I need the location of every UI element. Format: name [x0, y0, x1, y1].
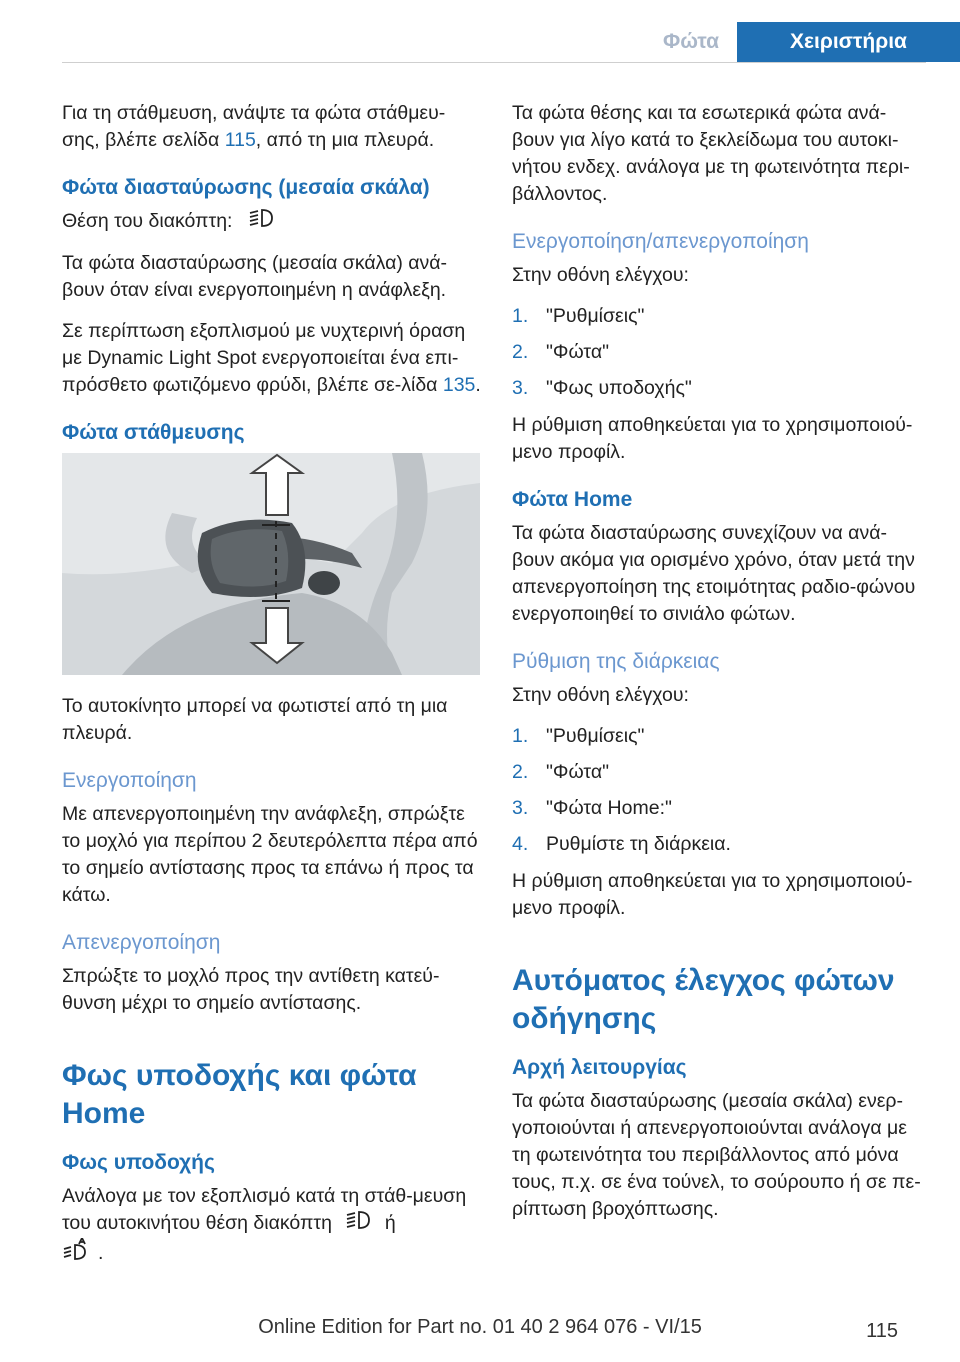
page-number: 115: [866, 1320, 898, 1342]
list-item: 1. "Ρυθμίσεις": [512, 305, 645, 327]
activation-paragraph: Με απενεργοποιημένη την ανάφλεξη, σπρώξτε το μοχλό για περίπου 2 δευτερόλεπτα πέρα από το σημείο αντίστασης προς τα επάνω ή προς τα κάτω.: [62, 803, 478, 906]
auto-light-icon: [62, 1238, 90, 1270]
heading-activation: Ενεργοποίηση: [62, 769, 197, 792]
heading-auto-headlight: Αυτόματος έλεγχος φώτων οδήγησης: [512, 964, 895, 1035]
low-beam-icon: [248, 208, 274, 236]
low-beam-icon: [345, 1210, 371, 1238]
section-tab: Φώτα: [662, 30, 720, 53]
saved-profile-paragraph: Η ρύθμιση αποθηκεύεται για το χρησιμοποιού-μενο προφίλ.: [512, 870, 913, 919]
right-column: [512, 100, 924, 1237]
principle-paragraph: Τα φώτα διασταύρωσης (μεσαία σκάλα) ενερ-γοποιούνται ή απενεργοποιούνται ανάλογα με τη φωτεινότητα του περιβάλλοντος από μόνα τους, π.χ. σε ένα τούνελ, το σούρουπο ή σε πε-ρίπτωση βροχόπτωσης.: [512, 1090, 921, 1220]
dynamic-light-paragraph: Σε περίπτωση εξοπλισμού με νυχτερινή όραση με Dynamic Light Spot ενεργοποιείται ένα επι-πρόσθετο φωτιζόμενο φρύδι, βλέπε σε-λίδα 135.: [62, 320, 481, 396]
list-item: 1. "Ρυθμίσεις": [512, 725, 645, 747]
position-lights-paragraph: Τα φώτα θέσης και τα εσωτερικά φώτα ανά-βουν για λίγο κατά το ξεκλείδωμα του αυτοκι-νήτου ενδεχ. ανάλογα με τη φωτεινότητα περι-βάλλοντος.: [512, 102, 910, 205]
footer-edition: Online Edition for Part no. 01 40 2 964 076 - VI/15: [258, 1316, 702, 1338]
steps-welcome: [512, 303, 924, 402]
control-display-paragraph: Στην οθόνη ελέγχου:: [512, 264, 689, 286]
heading-welcome-light: Φως υποδοχής: [62, 1151, 215, 1174]
heading-side-lights: Φώτα διασταύρωσης (μεσαία σκάλα): [62, 176, 430, 199]
chapter-tab: Χειριστήρια: [737, 22, 960, 62]
heading-welcome-home: Φως υποδοχής και φώτα Home: [62, 1059, 417, 1130]
saved-profile-paragraph: Η ρύθμιση αποθηκεύεται για το χρησιμοποιού-μενο προφίλ.: [512, 414, 913, 463]
page-header: [645, 22, 960, 62]
left-column: [62, 100, 482, 1284]
heading-parking-lights: Φώτα στάθμευσης: [62, 421, 245, 444]
intro-paragraph: Για τη στάθμευση, ανάψτε τα φώτα στάθμευ-σης, βλέπε σελίδα 115, από τη μια πλευρά.: [62, 102, 446, 151]
list-item: 4. Ρυθμίστε τη διάρκεια.: [512, 833, 731, 855]
heading-principle: Αρχή λειτουργίας: [512, 1056, 687, 1079]
list-item: 3. "Φώτα Home:": [512, 797, 672, 819]
heading-deactivation: Απενεργοποίηση: [62, 931, 221, 954]
home-lights-paragraph: Τα φώτα διασταύρωσης συνεχίζουν να ανά-βουν ακόμα για ορισμένο χρόνο, όταν μετά την απενεργοποίηση της ετοιμότητας ραδιο-φώνου ενεργοποιηθεί το σινιάλο φώτων.: [512, 522, 916, 625]
welcome-paragraph: Ανάλογα με τον εξοπλισμό κατά τη στάθ-μευση του αυτοκινήτου θέση διακόπτη ή .: [62, 1183, 482, 1270]
page-link[interactable]: 115: [224, 129, 256, 151]
switch-position-paragraph: Θέση του διακόπτη:: [62, 208, 482, 236]
stalk-illustration: [62, 453, 480, 675]
heading-activation-deactivation: Ενεργοποίηση/απενεργοποίηση: [512, 230, 809, 253]
page-link[interactable]: 135: [442, 374, 476, 396]
steps-duration: [512, 723, 924, 858]
figure-caption: Το αυτοκίνητο μπορεί να φωτιστεί από τη μια πλευρά.: [62, 695, 448, 744]
header-rule: [62, 62, 926, 63]
list-item: 2. "Φώτα": [512, 761, 610, 783]
control-display-paragraph: Στην οθόνη ελέγχου:: [512, 684, 689, 706]
side-lights-paragraph: Τα φώτα διασταύρωσης (μεσαία σκάλα) ανά-βουν όταν είναι ενεργοποιημένη η ανάφλεξη.: [62, 252, 448, 301]
list-item: 2. "Φώτα": [512, 341, 610, 363]
list-item: 3. "Φως υποδοχής": [512, 377, 692, 399]
heading-home-lights: Φώτα Home: [512, 488, 633, 511]
deactivation-paragraph: Σπρώξτε το μοχλό προς την αντίθετη κατεύ-θυνση μέχρι το σημείο αντίστασης.: [62, 965, 440, 1014]
heading-duration: Ρύθμιση της διάρκειας: [512, 650, 720, 673]
